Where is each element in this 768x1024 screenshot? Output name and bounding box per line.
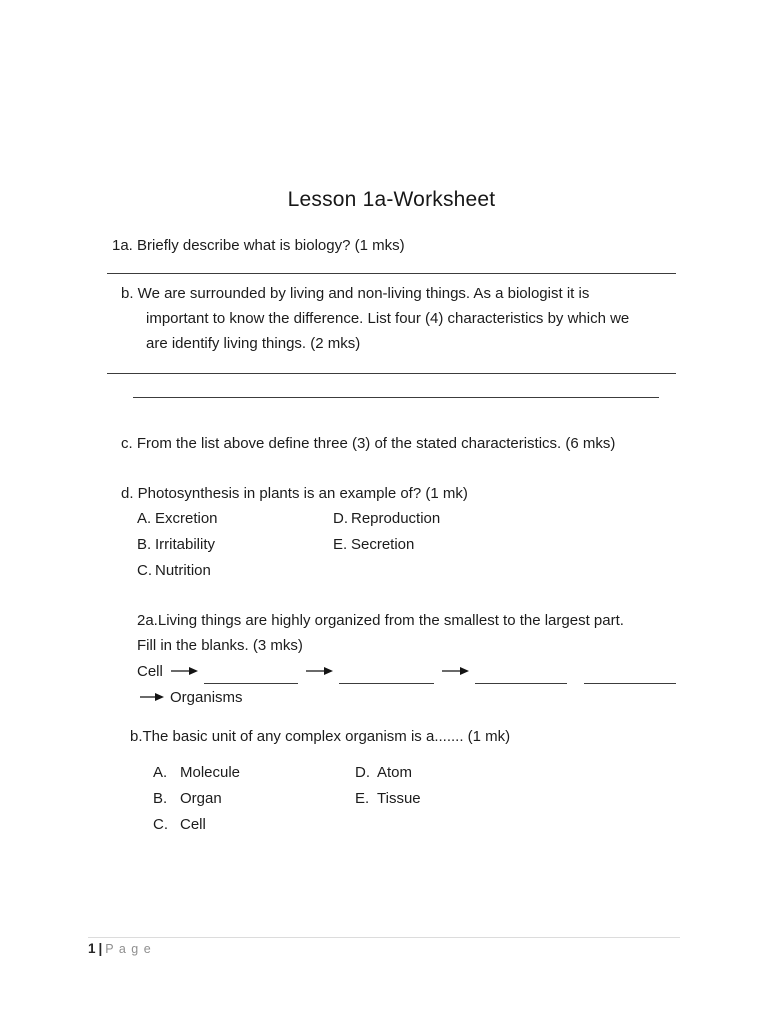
arrow-right-icon (306, 670, 325, 672)
option-letter: C. (153, 816, 168, 833)
question-2b-option-row (153, 812, 676, 838)
question-1c-prompt: c. From the list above define three (3) of the stated characteristics. (6 mks) (121, 435, 616, 452)
option-letter: A. (137, 510, 152, 527)
option-label: Irritability (155, 536, 216, 553)
page-label: P a g e (105, 942, 152, 956)
option-e (355, 786, 421, 812)
question-2b-option-row (153, 786, 676, 812)
question-1b-line3: are identify living things. (2 mks) (146, 335, 361, 352)
option-letter: E. (355, 790, 370, 807)
option-a (153, 760, 355, 786)
question-1a-prompt: 1a. Briefly describe what is biology? (1 mks) (112, 237, 405, 254)
option-label: Nutrition (155, 562, 211, 579)
option-letter: D. (355, 764, 370, 781)
option-letter: E. (333, 536, 348, 553)
option-label: Tissue (377, 790, 421, 807)
question-1d-prompt: d. Photosynthesis in plants is an example of? (1 mk) (121, 485, 468, 502)
fill-blank-sequence (137, 658, 676, 684)
option-d (355, 760, 412, 786)
question-1b-line1: b. We are surrounded by living and non-living things. As a biologist it is (121, 285, 590, 302)
fill-blank-sequence-end (140, 684, 676, 710)
option-label: Secretion (351, 536, 415, 553)
fill-blank (584, 663, 676, 684)
question-1d-option-row (137, 506, 676, 532)
question-1b-line2: important to know the difference. List four (4) characteristics by which we (146, 310, 630, 327)
option-c (153, 812, 355, 838)
option-letter: A. (153, 764, 168, 781)
document-body (107, 187, 676, 838)
arrow-right-icon (140, 696, 156, 698)
option-label: Cell (180, 816, 206, 833)
option-label: Atom (377, 764, 413, 781)
option-label: Reproduction (351, 510, 441, 527)
question-2b-option-row (153, 760, 676, 786)
option-c (137, 558, 333, 584)
page-number: 1 (88, 941, 96, 956)
option-b (153, 786, 355, 812)
option-label: Organ (180, 790, 222, 807)
option-letter: D. (333, 510, 348, 527)
option-label: Excretion (155, 510, 218, 527)
page-footer (88, 941, 152, 956)
footer-separator: | (98, 941, 103, 956)
answer-blank-line (107, 373, 676, 374)
option-letter: B. (137, 536, 152, 553)
sequence-end-label: Organisms (170, 688, 243, 706)
question-2a-line1: 2a.Living things are highly organized from the smallest to the largest part. (137, 612, 624, 629)
fill-blank (339, 663, 434, 684)
fill-blank (204, 663, 298, 684)
option-letter: C. (137, 562, 152, 579)
arrow-right-icon (171, 670, 190, 672)
option-a (137, 506, 333, 532)
question-1d-option-row (137, 558, 676, 584)
sequence-start-label: Cell (137, 663, 163, 680)
fill-blank (475, 663, 567, 684)
option-label: Molecule (180, 764, 241, 781)
question-2b-prompt: b.The basic unit of any complex organism is a....... (1 mk) (130, 728, 511, 745)
option-letter: B. (153, 790, 168, 807)
arrow-right-icon (442, 670, 461, 672)
answer-blank-line (133, 397, 659, 398)
footer-divider-line (88, 937, 680, 938)
question-1d-option-row (137, 532, 676, 558)
question-2a-line2: Fill in the blanks. (3 mks) (137, 637, 303, 654)
option-b (137, 532, 333, 558)
page-title: Lesson 1a-Worksheet (287, 188, 496, 211)
option-d (333, 506, 440, 532)
option-e (333, 532, 414, 558)
answer-blank-line (107, 273, 676, 274)
